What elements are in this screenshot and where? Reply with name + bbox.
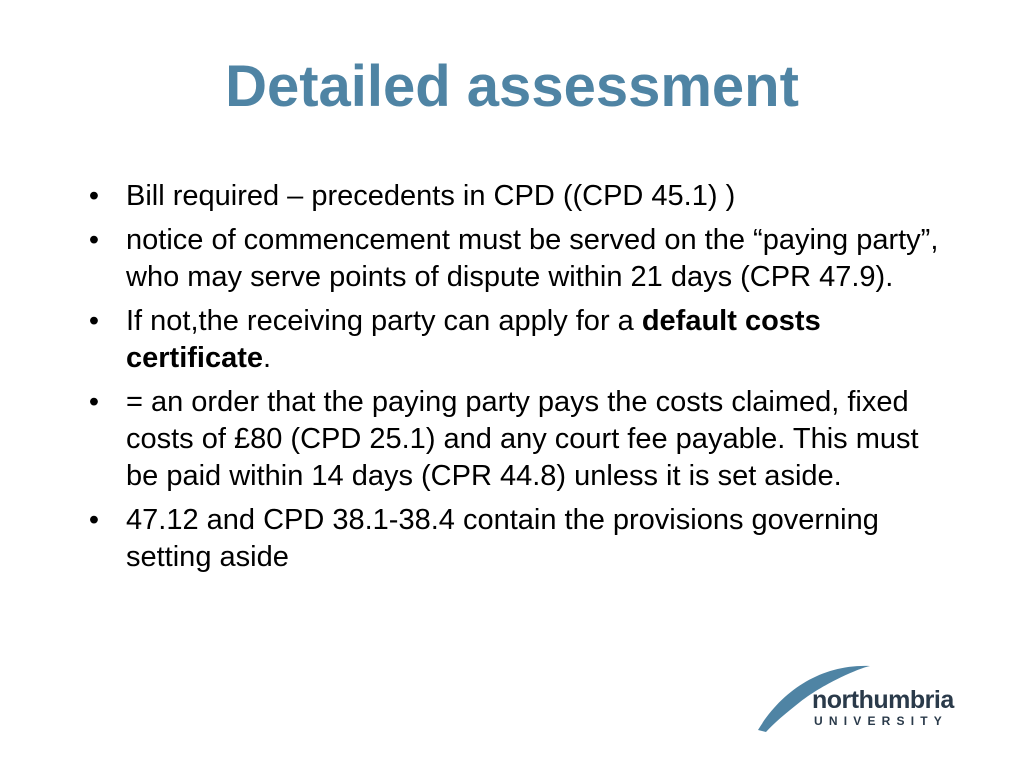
bullet-item [84, 222, 944, 296]
bullet-item [84, 303, 944, 377]
slide-title: Detailed assessment [225, 54, 799, 119]
bullet-marker: • [88, 504, 100, 536]
logo-name: northumbria [812, 686, 954, 714]
bullet-text: notice of commencement must be served on the “paying party”, who may serve points of dispute within 21 days (CPR 47.9). [126, 224, 939, 293]
bullet-marker: • [88, 305, 100, 337]
bullet-item [84, 178, 944, 215]
bullet-text: 47.12 and CPD 38.1-38.4 contain the provisions governing setting aside [126, 504, 879, 573]
bullet-text: Bill required – precedents in CPD ((CPD 45.1) ) [126, 180, 736, 212]
logo-subtitle: UNIVERSITY [814, 714, 949, 728]
bullet-text: = an order that the paying party pays the costs claimed, fixed costs of £80 (CPD 25.1) and any court fee payable. This must be paid within 14 days (CPR 44.8) unless it is set aside. [126, 386, 919, 492]
bullet-bold-term: default costs certificate [126, 305, 821, 374]
bullet-list [84, 178, 944, 583]
bullet-marker: • [88, 386, 100, 418]
bullet-marker: • [88, 224, 100, 256]
bullet-item [84, 384, 944, 495]
bullet-text-before: If not,the receiving party can apply for a [126, 305, 642, 337]
bullet-text [126, 305, 821, 374]
bullet-marker: • [88, 180, 100, 212]
northumbria-university-logo [752, 656, 964, 736]
bullet-item [84, 502, 944, 576]
bullet-text-after: . [263, 342, 272, 374]
